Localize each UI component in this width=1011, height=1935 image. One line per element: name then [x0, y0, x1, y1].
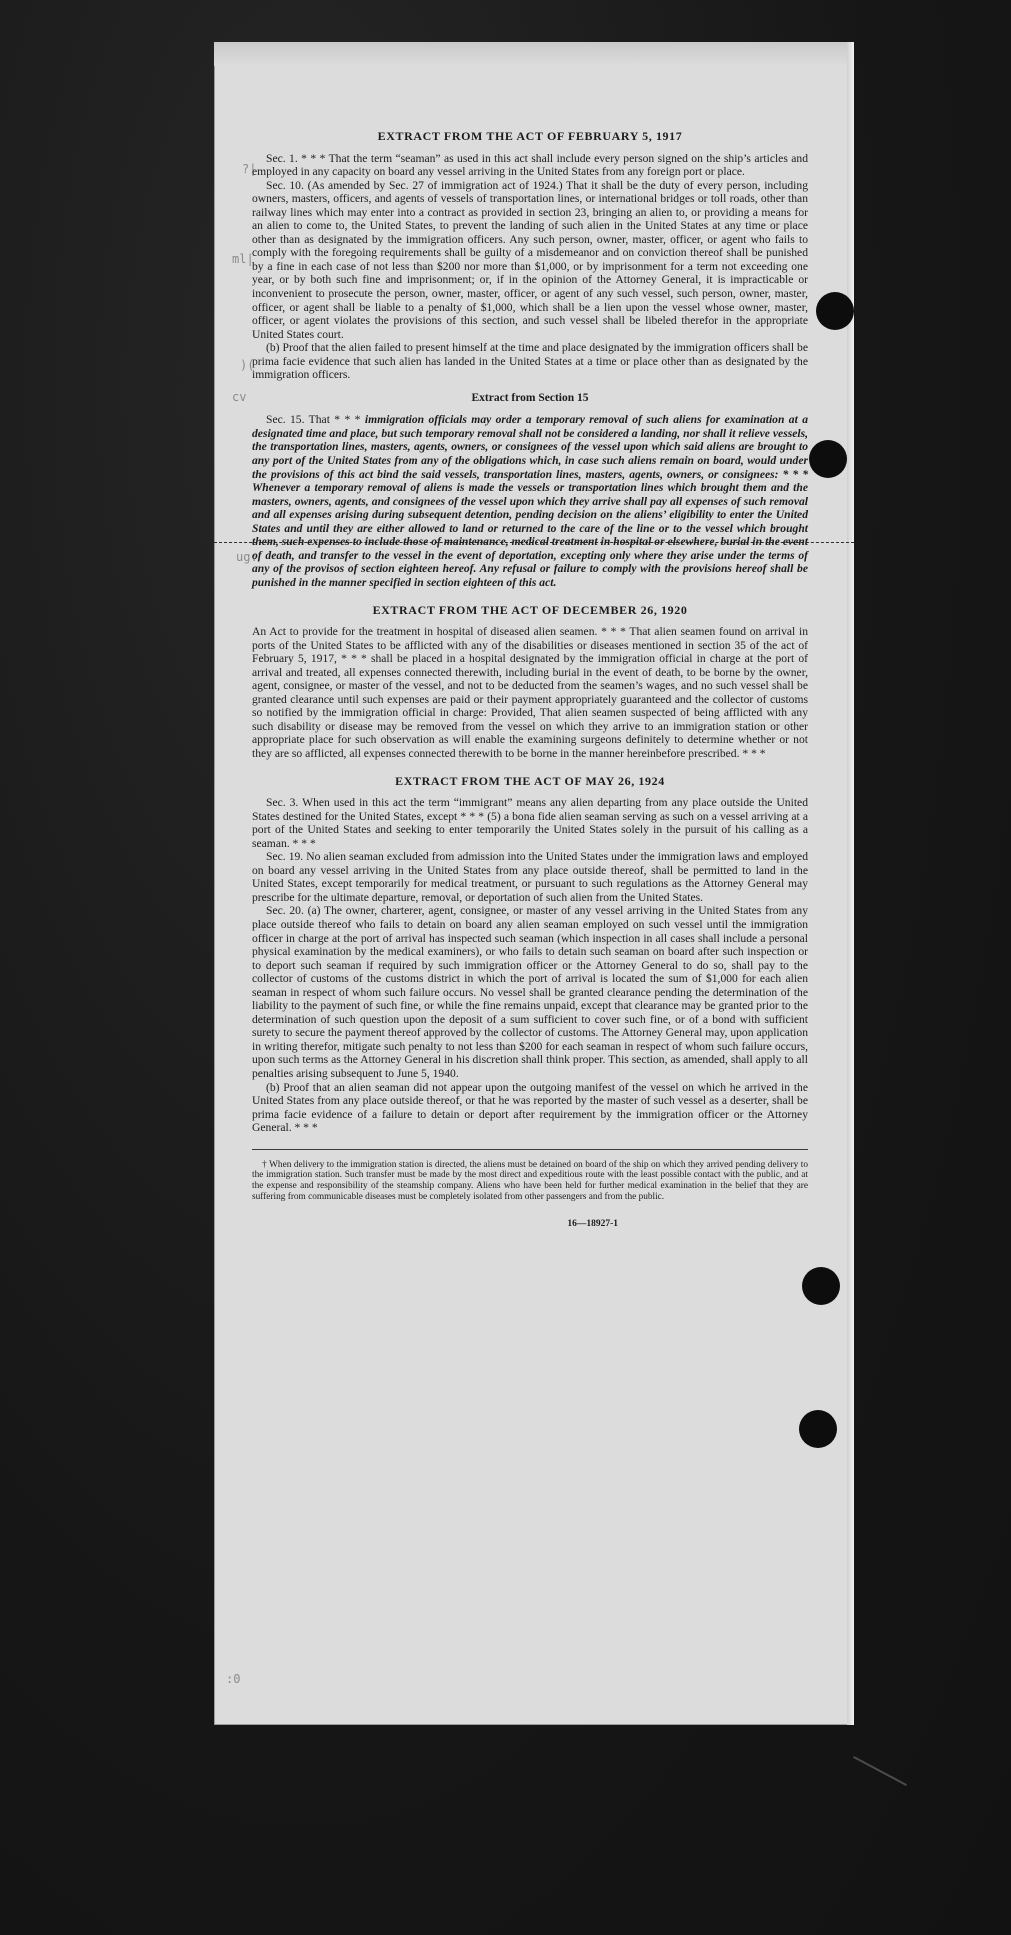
section-10b-text: (b) Proof that the alien failed to present himself at the time and place designated by the immigration officers shall be prima facie evidence that such alien has landed in the United States at a time or place other than as designated by the immigration officers.	[252, 341, 808, 382]
act-1920-text: An Act to provide for the treatment in hospital of diseased alien seamen. * * * That alien seamen found on arrival in ports of the United States to be afflicted with any of the disabilities or diseases mentioned in section 35 of the act of February 5, 1917, * * * shall be placed in a hospital designated by the immigration official in charge at the port of arrival and treated, all expenses connected therewith, including burial in the event of death, to be borne by the owner, agent, consignee, or master of the vessel, and not to be deducted from the seamen’s wages, and no such vessel shall be granted clearance until such expenses are paid or their payment appropriately guaranteed and the collector of customs so notified by the immigration official in charge: Provided, That alien seamen suspected of being afflicted with any such disability or disease may be removed from the vessel on which they arrive to an immigration station or other appropriate place for such observation as will enable the examining surgeons definitely to determine whether or not they are so afflicted, all expenses connected therewith to be borne in the manner hereinbefore prescribed. * * *	[252, 625, 808, 760]
punch-hole-2	[809, 440, 847, 478]
margin-bleed-mark: :0	[226, 1672, 241, 1686]
page-right-edge	[847, 42, 854, 1725]
page-top-fold	[214, 42, 854, 66]
punch-hole-3	[802, 1267, 840, 1305]
footnote-divider	[252, 1149, 808, 1150]
heading-act-1920: EXTRACT FROM THE ACT OF DECEMBER 26, 1920	[372, 602, 688, 617]
section-15-italic: immigration officials may order a temporary removal of such aliens for examination at a designated time and place, but such temporary removal shall not be considered a landing, nor shall it relieve vessels, the transportation lines, masters, agents, owners, or consignees of the vessel upon which said aliens are brought to any port of the United States from any of the obligations which, in case such aliens remain on board, would under the provisions of this act bind the said vessels, transportation lines, masters, agents, owners, or consignees: * * * Whenever a temporary removal of aliens is made the vessels or transportation lines which brought them and the masters, owners, agents, and consignees of the vessel upon which they arrive shall pay all expenses of such removal and all expenses arising during subsequent detention, pending decision on the aliens’ eligibility to enter the United States and until they are either allowed to land or returned to the care of the line or to the vessel which brought them, such expenses to include those of maintenance, medical treatment in hospital or elsewhere, burial in the event of death, and transfer to the vessel in the event of deportation, excepting only where they arise under the terms of any of the provisos of section eighteen hereof. Any refusal or failure to comply with the provisions hereof shall be punished in the manner specified in section eighteen of this act.	[252, 413, 808, 589]
section-3-text: Sec. 3. When used in this act the term “immigrant” means any alien departing from any place outside the United States destined for the United States, except * * * (5) a bona fide alien seaman serving as such on a vessel arriving at a port of the United States and seeking to enter temporarily the United States solely in the pursuit of his calling as a seaman. * * *	[252, 796, 808, 850]
section-1-text: Sec. 1. * * * That the term “seaman” as used in this act shall include every person signed on the ship’s articles and employed in any capacity on board any vessel arriving in the United States from any foreign port or place.	[252, 151, 808, 179]
subheading-section-15: Extract from Section 15	[471, 391, 589, 404]
section-15-lead: Sec. 15. That * * *	[266, 413, 361, 427]
document-text	[252, 130, 808, 1241]
punch-hole-4	[799, 1410, 837, 1448]
section-15-text	[252, 413, 808, 589]
section-19-text: Sec. 19. No alien seaman excluded from admission into the United States under the immigration laws and employed on board any vessel arriving in the United States from any place outside thereof, shall be permitted to land in the United States, except temporarily for medical treatment, or pursuant to such regulations as the Attorney General may prescribe for the ultimate departure, removal, or deportation of such alien from the United States.	[252, 850, 808, 904]
margin-bleed-mark: cv	[232, 390, 247, 404]
section-20b-text: (b) Proof that an alien seaman did not appear upon the outgoing manifest of the vessel on which he arrived in the United States from any place outside thereof, or that he was reported by the master of such vessel as a deserter, shall be prima facie evidence of a failure to detain or deport after requirement by the immigration officer or the Attorney General. * * *	[252, 1080, 808, 1135]
heading-act-1917: EXTRACT FROM THE ACT OF FEBRUARY 5, 1917	[377, 129, 683, 143]
margin-bleed-mark: ?|	[242, 162, 257, 176]
form-number: 16—18927-1	[567, 1219, 618, 1230]
section-20-text: Sec. 20. (a) The owner, charterer, agent, consignee, or master of any vessel arriving in the United States from any place outside thereof who fails to detain on board any alien seaman employed on such vessel until the immigration officer in charge at the port of arrival has inspected such seaman (which inspection in all cases shall include a personal physical examination by the medical examiners), or who fails to detain such seaman on board after such inspection or to deport such seaman if required by such immigration officer or the Attorney General to do so, shall pay to the collector of customs of the customs district in which the port of arrival is located the sum of $1,000 for each alien seaman in respect of whom such failure occurs. No vessel shall be granted clearance pending the determination of the liability to the payment of such fine, or while the fine remains unpaid, except that clearance may be granted prior to the determination of such question upon the deposit of a sum sufficient to cover such fine, or of a bond with sufficient surety to secure the payment thereof approved by the collector of customs. The Attorney General may, upon application in writing therefor, mitigate such penalty to not less than $200 for each seaman in respect of whom such failure occurs, upon such terms as the Attorney General in his discretion shall think proper. This section, as amended, shall apply to all penalties arising subsequent to June 5, 1940.	[252, 904, 808, 1080]
document-page	[214, 42, 854, 1725]
section-10-text: Sec. 10. (As amended by Sec. 27 of immigration act of 1924.) That it shall be the duty of every person, including owners, masters, officers, and agents of vessels of transportation lines, or international bridges or toll roads, other than railway lines which may enter into a contract as provided in section 23, bringing an alien to, or providing a means for an alien to come to, the United States, to prevent the landing of such alien in the United States at any time or place other than as designated by the immigration officers. Any such person, owner, master, officer, or agent who fails to comply with the foregoing requirements shall be guilty of a misdemeanor and on conviction thereof shall be punished by a fine in each case of not less than $200 nor more than $1,000, or by imprisonment for a term not exceeding one year, or by both such fine and imprisonment; or, if in the opinion of the Attorney General, it is impracticable or inconvenient to prosecute the person, owner, master, officer, or agent of any such vessel, such person, owner, master, officer, or agent shall be liable to a penalty of $1,000, which shall be a lien upon the vessel whose owner, master, officer, or agent violates the provisions of this section, and such vessel shall be libeled therefor in the appropriate United States court.	[252, 178, 808, 341]
punch-hole-1	[816, 292, 854, 330]
footnote-text: † When delivery to the immigration station is directed, the aliens must be detained on board of the ship on which they arrived pending delivery to the immigration station. Such transfer must be made by the most direct and expeditious route with the least possible contact with the public, and at the expense and responsibility of the steamship company. Aliens who have been held for further medical examination in the belief that they are suffering from communicable diseases must be completely isolated from other passengers and from the public.	[252, 1159, 808, 1202]
margin-bleed-mark: ug:	[236, 550, 258, 564]
heading-act-1924: EXTRACT FROM THE ACT OF MAY 26, 1924	[395, 773, 665, 788]
margin-bleed-mark: )(	[240, 358, 255, 372]
margin-bleed-mark: ml|	[232, 252, 254, 266]
